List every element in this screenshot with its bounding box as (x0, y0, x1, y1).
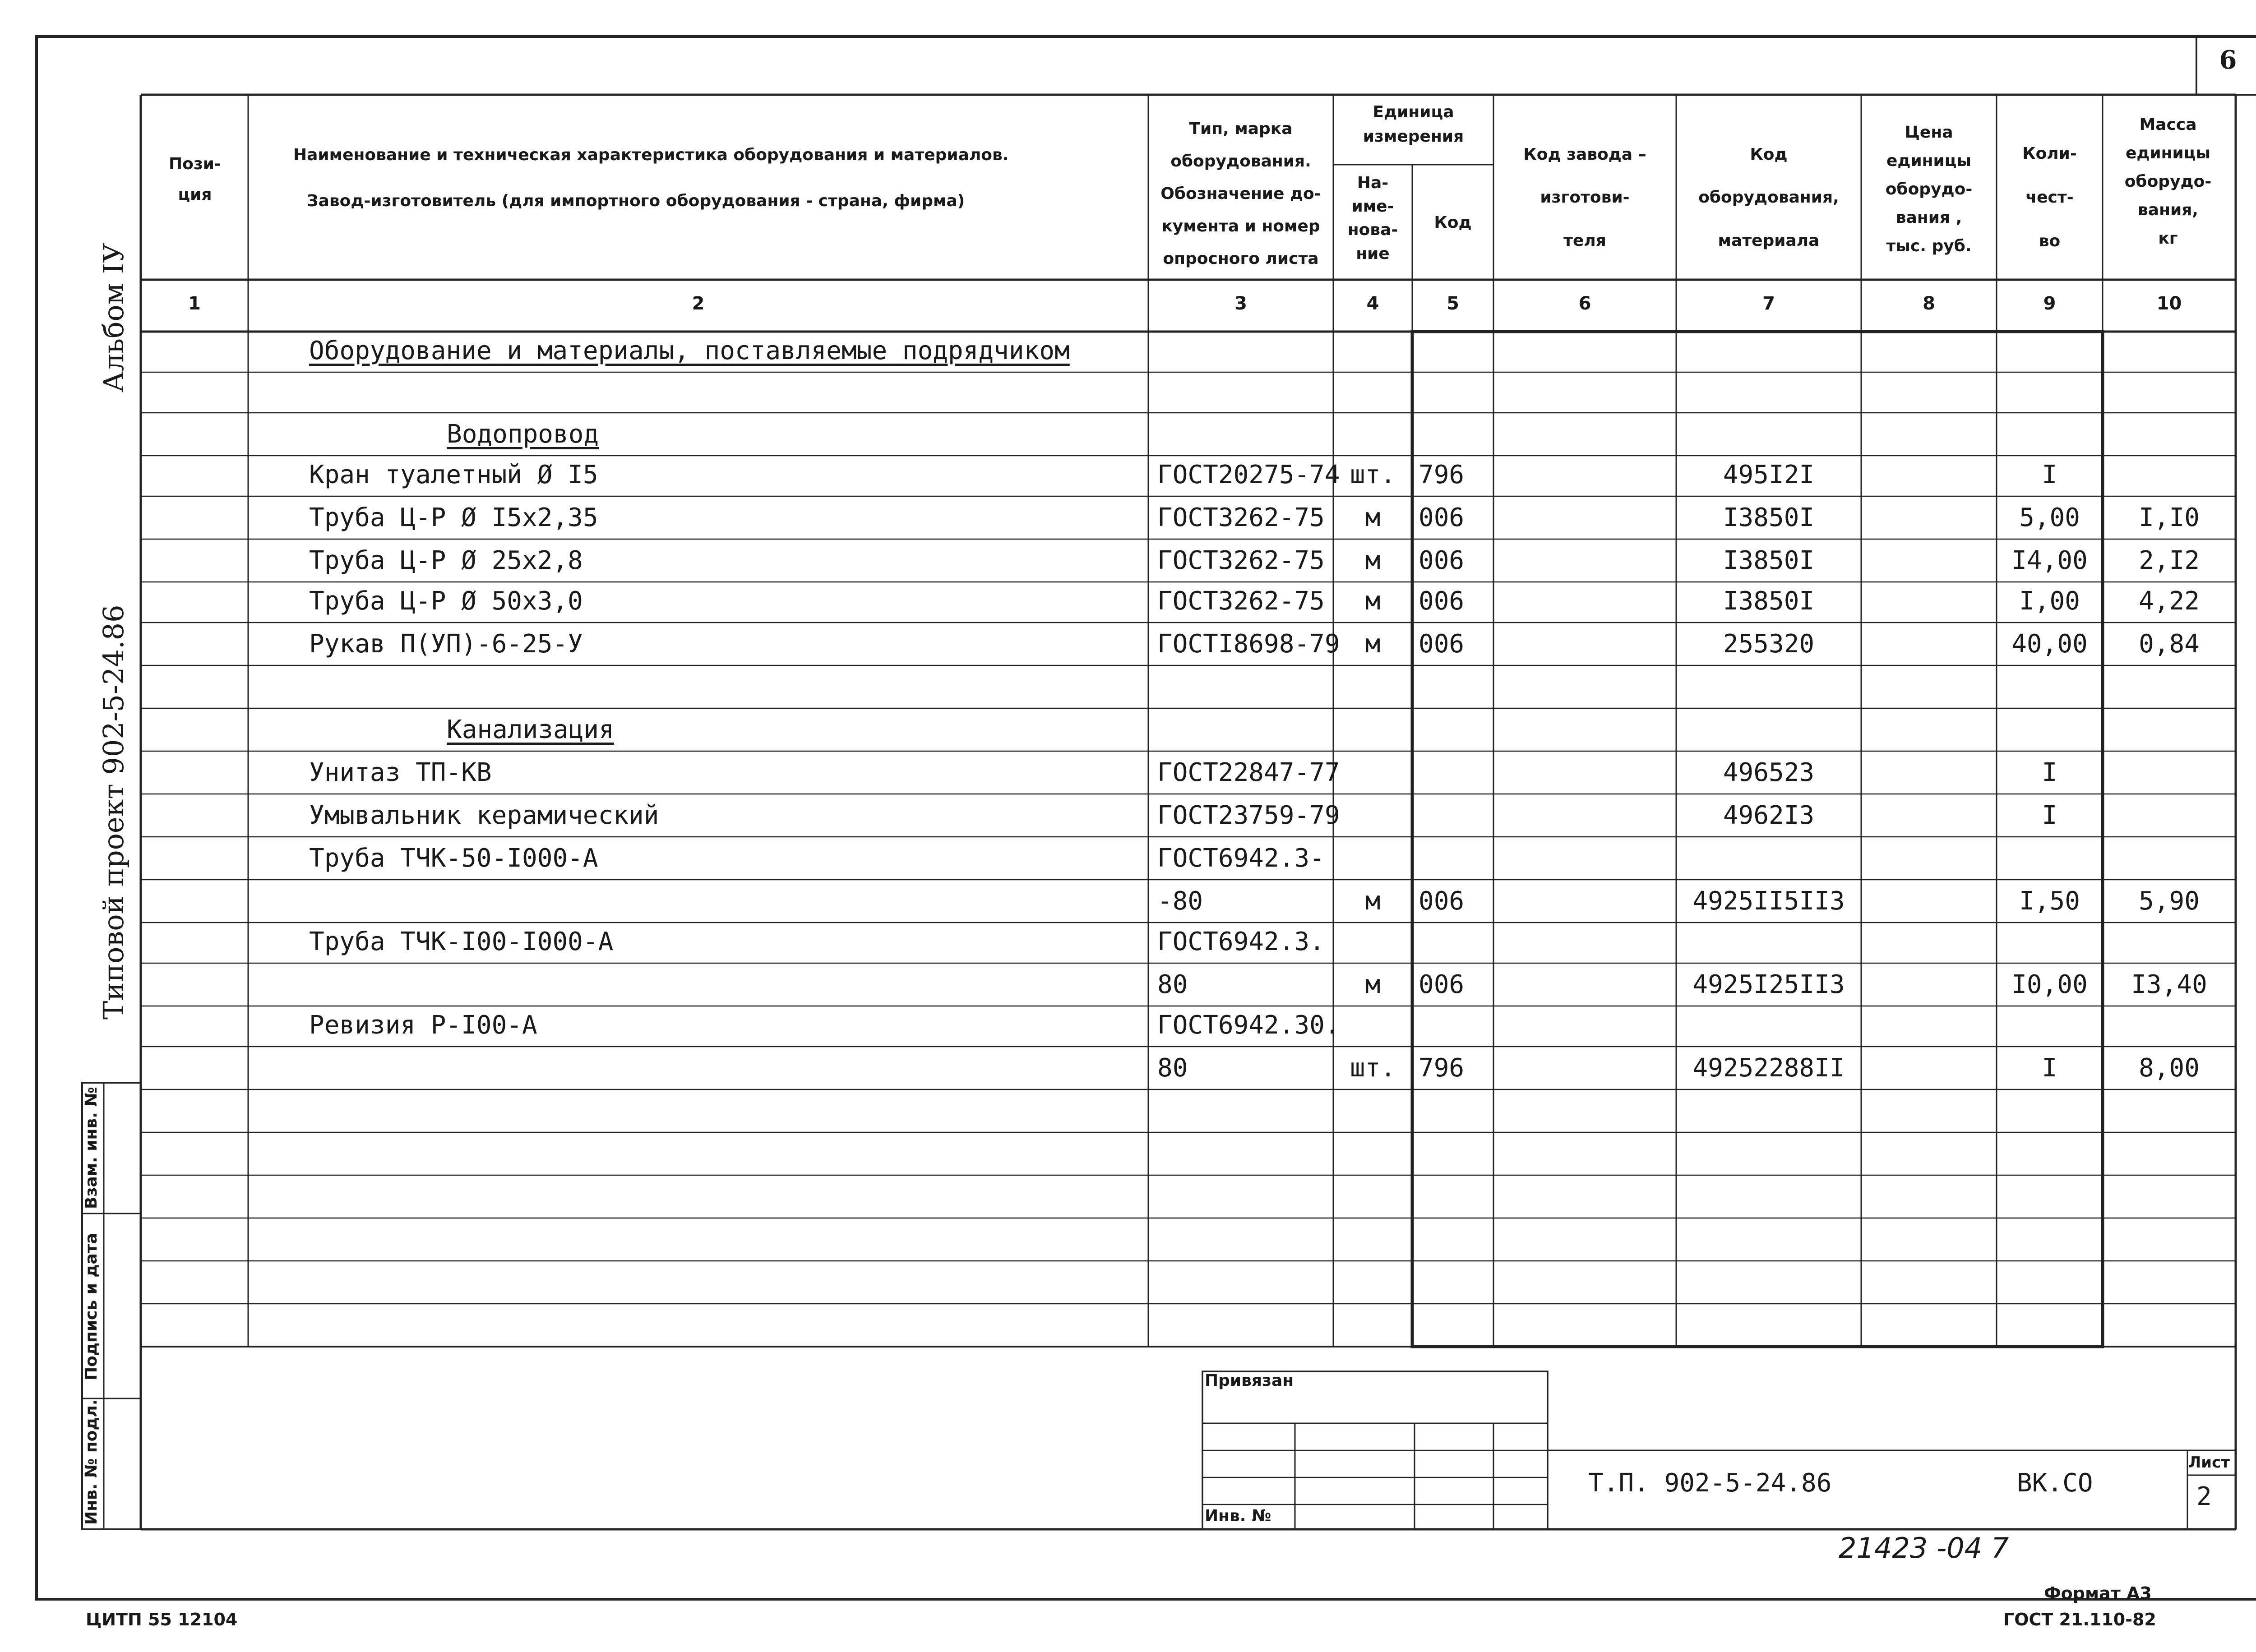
stamp-sign-date: Подпись и дата (82, 1233, 101, 1380)
cell-unit-code: 006 (1419, 503, 1465, 532)
archive-number: 21423 -04 7 (1839, 1532, 2009, 1564)
stamp-inv-podl: Инв. № подл. (82, 1399, 101, 1525)
cell-code: 4962I3 (1723, 801, 1815, 830)
cell-name: Оборудование и материалы, поставляемые подрядчиком (309, 336, 1070, 365)
cell-name: Унитаз ТП-КВ (309, 758, 492, 787)
cell-name: Труба Ц-Р Ø 25х2,8 (309, 546, 583, 575)
cell-quantity: I,50 (2019, 886, 2080, 916)
cell-name: Водопровод (447, 420, 599, 449)
cell-quantity: 5,00 (2019, 503, 2080, 532)
page-number: 6 (2219, 45, 2237, 75)
column-number: 9 (2043, 293, 2056, 314)
stamp-inv-no: Инв. № (1205, 1507, 1271, 1525)
column-number: 7 (1762, 293, 1775, 314)
cell-document: ГОСТ23759-79 (1157, 801, 1340, 830)
cell-unit-code: 006 (1419, 629, 1465, 659)
header-type: Тип, марка оборудования. Обозначение до- кумента и номер опросного листа (1160, 120, 1321, 268)
cell-name: Кран туалетный Ø I5 (309, 460, 598, 489)
stamp-sheet-label: Лист (2188, 1454, 2230, 1472)
project-label: Типовой проект 902-5-24.86 (97, 605, 130, 1020)
cell-unit: шт. (1350, 460, 1396, 489)
column-number: 3 (1234, 293, 1247, 314)
cell-unit-code: 006 (1419, 586, 1465, 616)
cell-quantity: I (2042, 758, 2057, 787)
cell-code: I3850I (1723, 546, 1815, 575)
cell-code: 49252288II (1692, 1053, 1845, 1083)
cell-mass: 2,I2 (2139, 546, 2200, 575)
header-unit-group: Единица измерения (1363, 103, 1464, 146)
header-price: Цена единицы оборудо- вания , тыс. руб. (1885, 123, 1973, 255)
cell-document: ГОСТ3262-75 (1157, 546, 1325, 575)
cell-document: ГОСТ3262-75 (1157, 586, 1325, 616)
citp-label: ЦИТП 55 12104 (86, 1610, 238, 1629)
cell-code: 4925II5II3 (1692, 886, 1845, 916)
cell-unit: м (1365, 586, 1381, 616)
cell-quantity: I0,00 (2011, 970, 2088, 999)
cell-name: Труба Ц-Р Ø 50х3,0 (309, 586, 583, 616)
cell-document: ГОСТ3262-75 (1157, 503, 1325, 532)
cell-mass: 5,90 (2139, 886, 2200, 916)
column-number: 6 (1578, 293, 1591, 314)
cell-quantity: 40,00 (2011, 629, 2088, 659)
cell-document: 80 (1157, 1053, 1188, 1083)
cell-name: Канализация (447, 715, 614, 744)
cell-document: ГОСТ6942.30. (1157, 1011, 1340, 1040)
cell-unit-code: 006 (1419, 970, 1465, 999)
header-position: Пози- ция (169, 155, 221, 204)
column-number: 4 (1366, 293, 1379, 314)
cell-name: Труба ТЧК-50-I000-А (309, 844, 598, 873)
album-label: Альбом IУ (97, 243, 130, 392)
cell-quantity: I4,00 (2011, 546, 2088, 575)
column-number: 8 (1923, 293, 1935, 314)
cell-unit: м (1365, 503, 1381, 532)
cell-name: Ревизия Р-I00-А (309, 1011, 537, 1040)
cell-name: Рукав П(УП)-6-25-У (309, 629, 583, 659)
format-label: Формат А3 (2044, 1583, 2152, 1603)
column-number: 10 (2156, 293, 2182, 314)
cell-code: I3850I (1723, 503, 1815, 532)
cell-unit: м (1365, 970, 1381, 999)
cell-quantity: I,00 (2019, 586, 2080, 616)
cell-name: Умывальник керамический (309, 801, 659, 830)
cell-document: 80 (1157, 970, 1188, 999)
cell-quantity: I (2042, 801, 2057, 830)
cell-mass: 0,84 (2139, 629, 2200, 659)
cell-document: ГОСТ20275-74 (1157, 460, 1340, 489)
cell-unit-code: 796 (1419, 1053, 1465, 1083)
cell-code: 4925I25II3 (1692, 970, 1845, 999)
cell-mass: 8,00 (2139, 1053, 2200, 1083)
cell-code: I3850I (1723, 586, 1815, 616)
cell-unit: м (1365, 546, 1381, 575)
cell-code: 255320 (1723, 629, 1815, 659)
cell-document: ГОСТ6942.3. (1157, 927, 1325, 956)
cell-unit-code: 006 (1419, 886, 1465, 916)
cell-quantity: I (2042, 460, 2057, 489)
cell-unit: шт. (1350, 1053, 1396, 1083)
cell-mass: I3,40 (2131, 970, 2207, 999)
cell-document: ГОСТ6942.3- (1157, 844, 1325, 873)
cell-unit-code: 796 (1419, 460, 1465, 489)
cell-document: ГОСТ22847-77 (1157, 758, 1340, 787)
header-name-line2: Завод-изготовитель (для импортного оборудования - страна, фирма) (307, 192, 965, 210)
header-unit-name: На- име- нова- ние (1347, 174, 1398, 263)
header-name-line1: Наименование и техническая характеристика оборудования и материалов. (293, 146, 1009, 164)
cell-document: ГОСТI8698-79 (1157, 629, 1340, 659)
stamp-inv-zam: Взам. инв. № (82, 1087, 101, 1209)
cell-mass: I,I0 (2139, 503, 2200, 532)
column-number: 1 (188, 293, 201, 314)
header-mass: Масса единицы оборудо- вания, кг (2124, 115, 2212, 248)
cell-unit: м (1365, 886, 1381, 916)
cell-unit-code: 006 (1419, 546, 1465, 575)
header-unit-code: Код (1434, 213, 1472, 232)
header-factory-code: Код завода – изготови- теля (1523, 145, 1646, 250)
column-number: 5 (1447, 293, 1459, 314)
cell-name: Труба ТЧК-I00-I000-А (309, 927, 614, 956)
cell-code: 495I2I (1723, 460, 1815, 489)
cell-name: Труба Ц-Р Ø I5х2,35 (309, 503, 598, 532)
header-quantity: Коли- чест- во (2022, 144, 2077, 251)
stamp-privyazan: Привязан (1205, 1371, 1294, 1390)
cell-mass: 4,22 (2139, 586, 2200, 616)
cell-code: 496523 (1723, 758, 1815, 787)
cell-quantity: I (2042, 1053, 2057, 1083)
gost-label: ГОСТ 21.110-82 (2003, 1610, 2156, 1629)
cell-document: -80 (1157, 886, 1203, 916)
cell-unit: м (1365, 629, 1381, 659)
column-number: 2 (692, 293, 705, 314)
stamp-sheet-no: 2 (2196, 1482, 2212, 1511)
stamp-mark: ВК.СО (2017, 1468, 2093, 1498)
header-equipment-code: Код оборудования, материала (1698, 145, 1839, 250)
stamp-designation: Т.П. 902-5-24.86 (1588, 1468, 1832, 1498)
